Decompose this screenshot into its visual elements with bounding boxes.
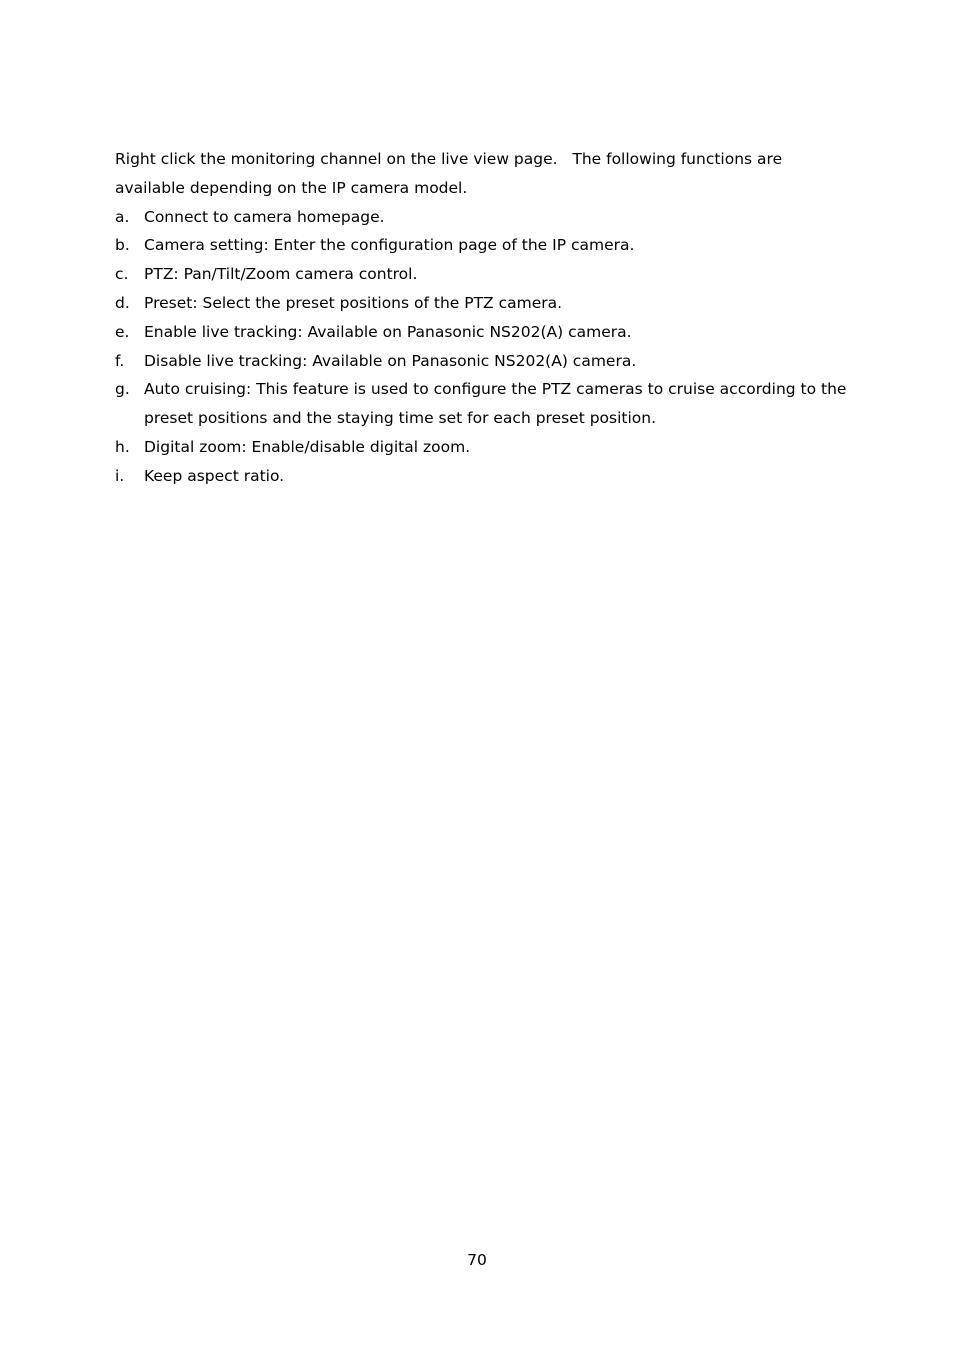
list-item	[115, 375, 855, 433]
list-item	[115, 433, 855, 462]
list-item-text: Disable live tracking: Available on Panasonic NS202(A) camera.	[144, 351, 637, 370]
list-marker: f.	[115, 351, 125, 370]
list-item	[115, 347, 855, 376]
list-marker: i.	[115, 466, 125, 485]
list-marker: a.	[115, 207, 130, 226]
list-item-text: Connect to camera homepage.	[144, 207, 385, 226]
list-item-text: Keep aspect ratio.	[144, 466, 285, 485]
intro-paragraph: Right click the monitoring channel on the live view page. The following functions are available depending on the IP camera model.	[115, 150, 788, 197]
list-item-text: PTZ: Pan/Tilt/Zoom camera control.	[144, 265, 418, 284]
list-marker: e.	[115, 322, 130, 341]
list-marker: d.	[115, 293, 130, 312]
list-item-text: Digital zoom: Enable/disable digital zoom.	[144, 437, 471, 456]
list-marker: b.	[115, 236, 130, 255]
page-content	[115, 145, 855, 491]
list-item	[115, 462, 855, 491]
list-marker: g.	[115, 380, 130, 399]
list-marker: c.	[115, 265, 129, 284]
list-item	[115, 260, 855, 289]
list-item	[115, 289, 855, 318]
list-item-text: Camera setting: Enter the configuration page of the IP camera.	[144, 236, 635, 255]
list-item-text: Preset: Select the preset positions of the PTZ camera.	[144, 293, 563, 312]
list-item-text: Enable live tracking: Available on Panasonic NS202(A) camera.	[144, 322, 632, 341]
function-list	[115, 203, 855, 491]
list-item-text: Auto cruising: This feature is used to configure the PTZ cameras to cruise according to the preset positions and the staying time set for each preset position.	[144, 380, 847, 428]
list-marker: h.	[115, 437, 130, 456]
list-item	[115, 203, 855, 232]
list-item	[115, 318, 855, 347]
page-number: 70	[467, 1251, 487, 1269]
list-item	[115, 231, 855, 260]
